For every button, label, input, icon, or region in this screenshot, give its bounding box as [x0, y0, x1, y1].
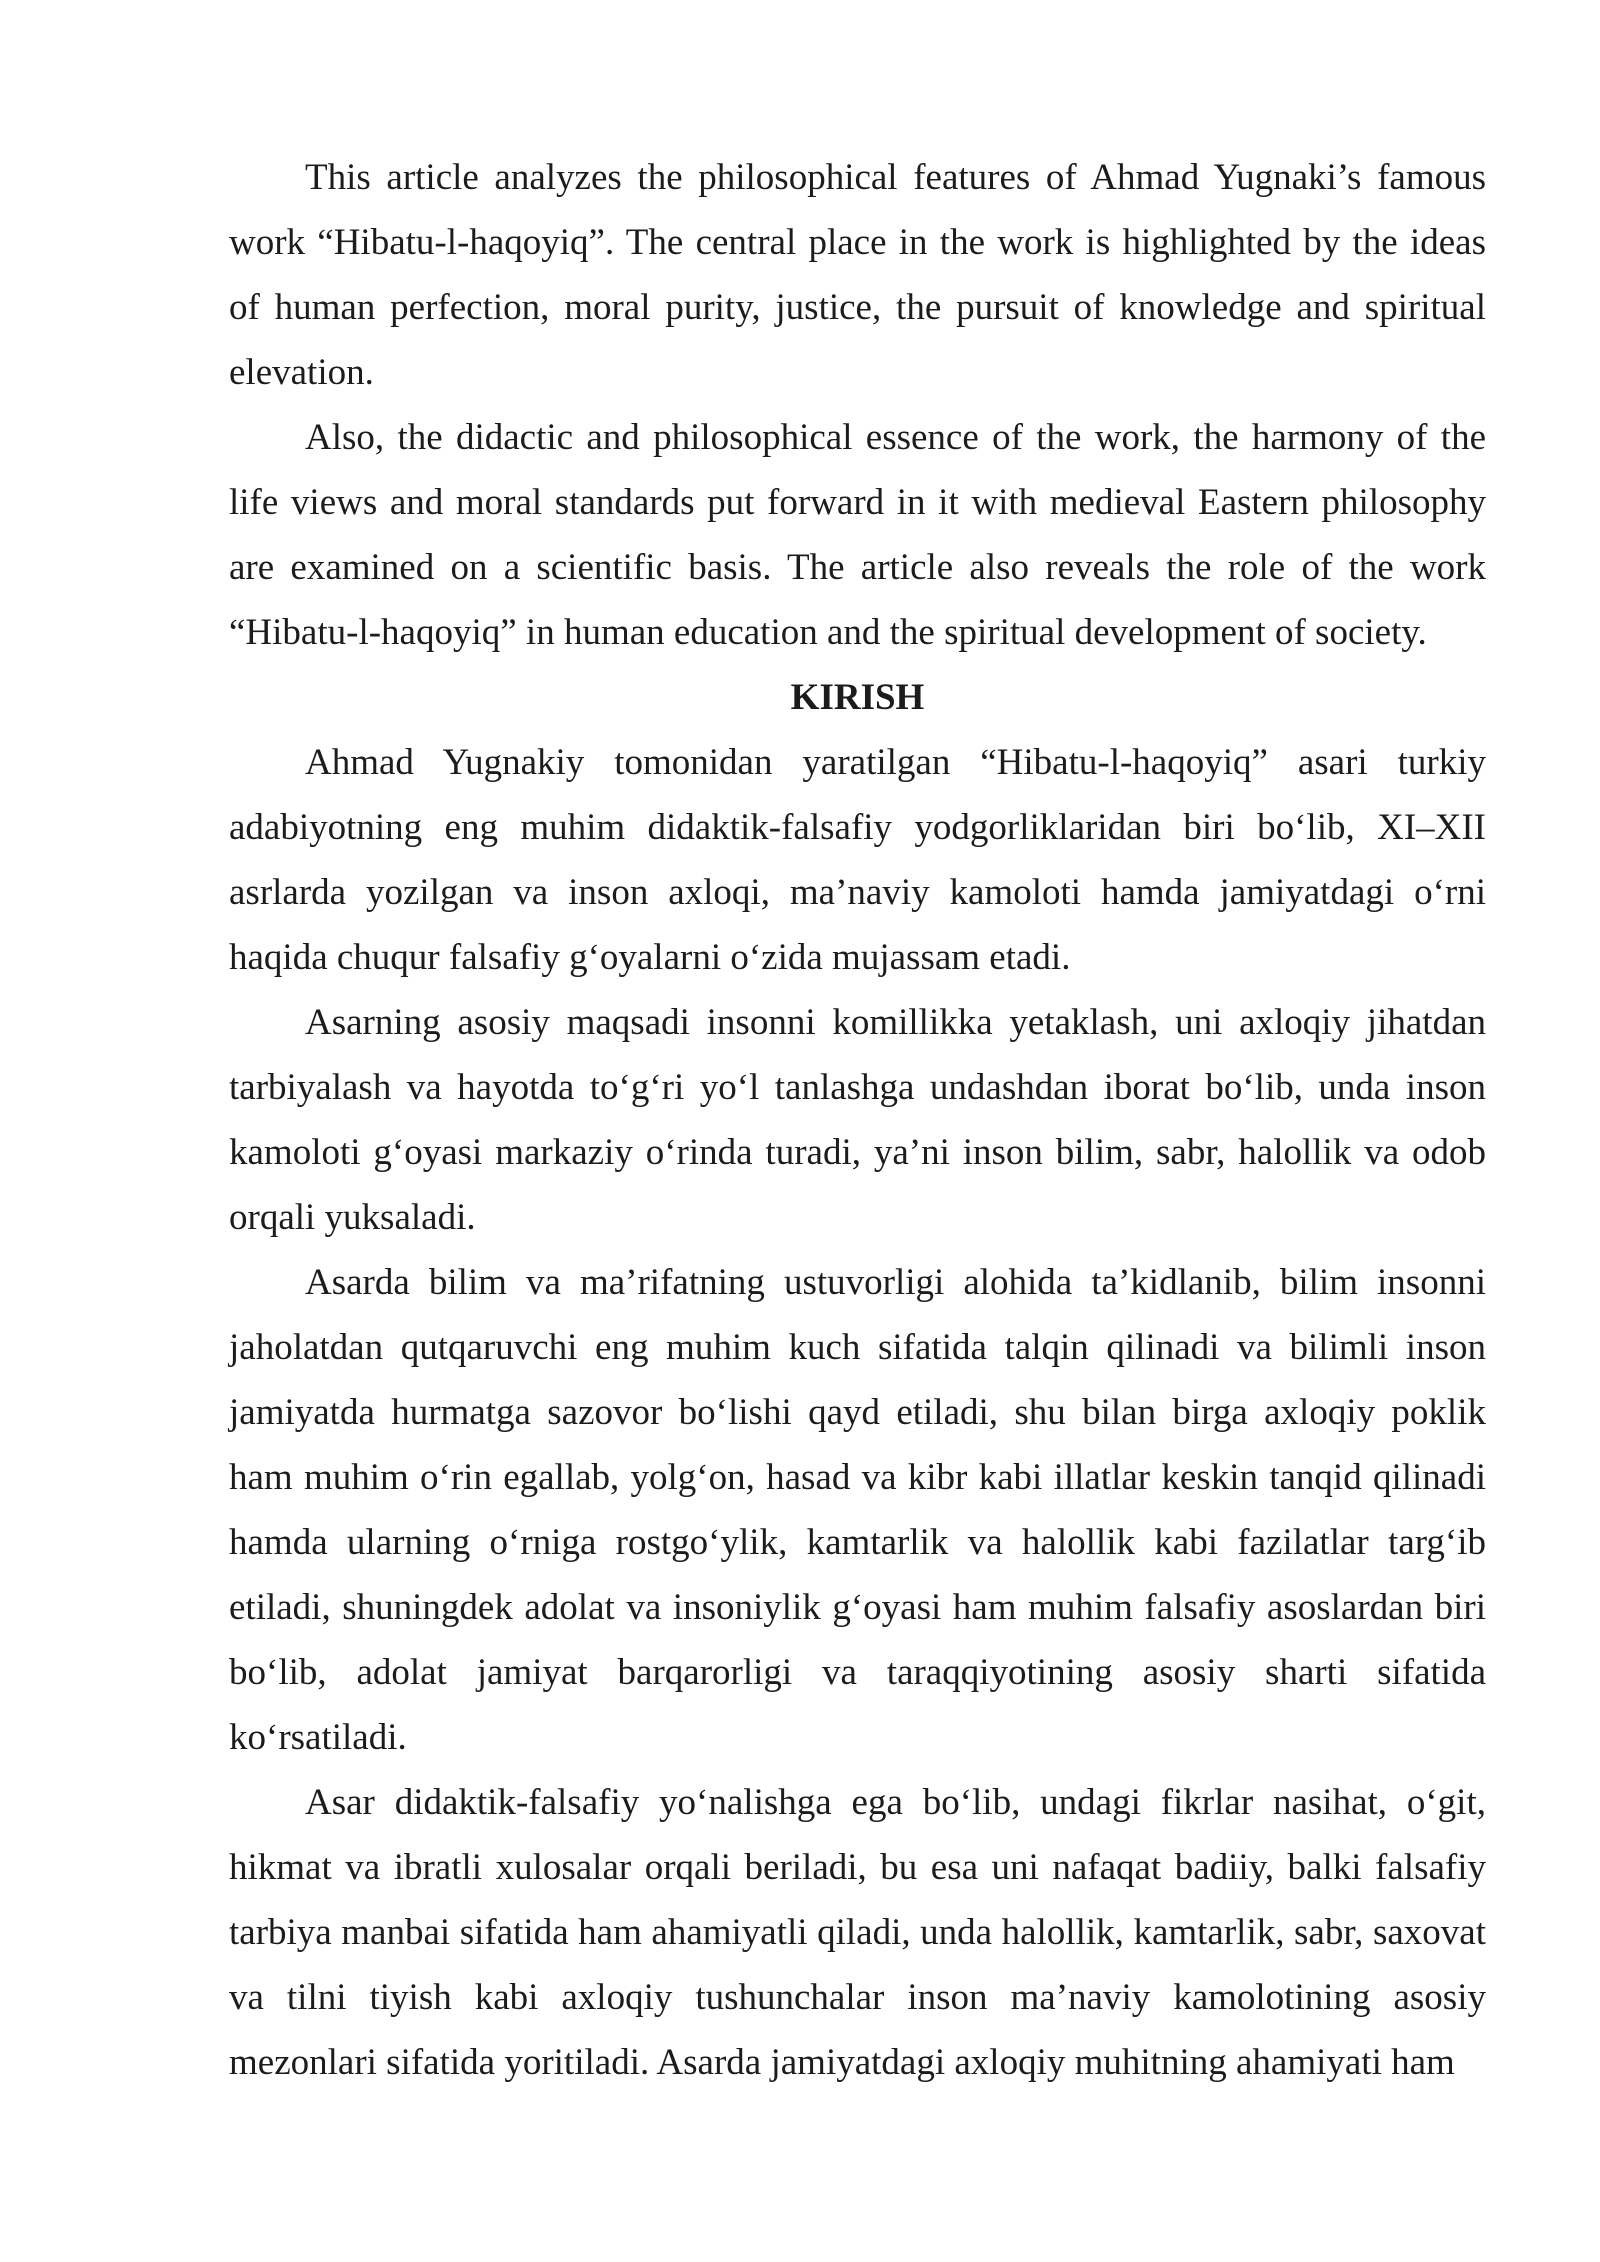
- abstract-paragraph-2: Also, the didactic and philosophical essence of the work, the harmony of the life views and moral standards put forward in it with medieval Eastern philosophy are examined on a scientific basis. The article also reveals the role of the work “Hibatu-l-haqoyiq” in human education and the spiritual development of society.: [229, 417, 1486, 653]
- body-paragraph-4: Asar didaktik-falsafiy yoʻnalishga ega boʻlib, undagi fikrlar nasihat, oʻgit, hikmat va ibratli xulosalar orqali beriladi, bu esa uni nafaqat badiiy, balki falsafiy tarbiya manbai sifatida ham ahamiyatli qiladi, unda halollik, kamtarlik, sabr, saxovat va tilni tiyish kabi axloqiy tushunchalar inson maʼnaviy kamolotining asosiy mezonlari sifatida yoritiladi. Asarda jamiyatdagi axloqiy muhitning ahamiyati ham: [229, 1782, 1486, 2083]
- body-paragraph-2: Asarning asosiy maqsadi insonni komillikka yetaklash, uni axloqiy jihatdan tarbiyalash va hayotda toʻgʻri yoʻl tanlashga undashdan iborat boʻlib, unda inson kamoloti gʻoyasi markaziy oʻrinda turadi, yaʼni inson bilim, sabr, halollik va odob orqali yuksaladi.: [229, 1002, 1486, 1238]
- section-heading: KIRISH: [790, 677, 925, 718]
- body-paragraph-3: Asarda bilim va maʼrifatning ustuvorligi alohida taʼkidlanib, bilim insonni jaholatdan qutqaruvchi eng muhim kuch sifatida talqin qilinadi va bilimli inson jamiyatda hurmatga sazovor boʻlishi qayd etiladi, shu bilan birga axloqiy poklik ham muhim oʻrin egallab, yolgʻon, hasad va kibr kabi illatlar keskin tanqid qilinadi hamda ularning oʻrniga rostgoʻylik, kamtarlik va halollik kabi fazilatlar targʻib etiladi, shuningdek adolat va insoniylik gʻoyasi ham muhim falsafiy asoslardan biri boʻlib, adolat jamiyat barqarorligi va taraqqiyotining asosiy sharti sifatida koʻrsatiladi.: [229, 1262, 1486, 1758]
- page-body: [229, 145, 1486, 2095]
- abstract-paragraph-1: This article analyzes the philosophical features of Ahmad Yugnaki’s famous work “Hibatu-l-haqoyiq”. The central place in the work is highlighted by the ideas of human perfection, moral purity, justice, the pursuit of knowledge and spiritual elevation.: [229, 157, 1486, 393]
- body-paragraph-1: Ahmad Yugnakiy tomonidan yaratilgan “Hibatu-l-haqoyiq” asari turkiy adabiyotning eng muhim didaktik-falsafiy yodgorliklaridan biri boʻlib, XI–XII asrlarda yozilgan va inson axloqi, maʼnaviy kamoloti hamda jamiyatdagi oʻrni haqida chuqur falsafiy gʻoyalarni oʻzida mujassam etadi.: [229, 742, 1486, 978]
